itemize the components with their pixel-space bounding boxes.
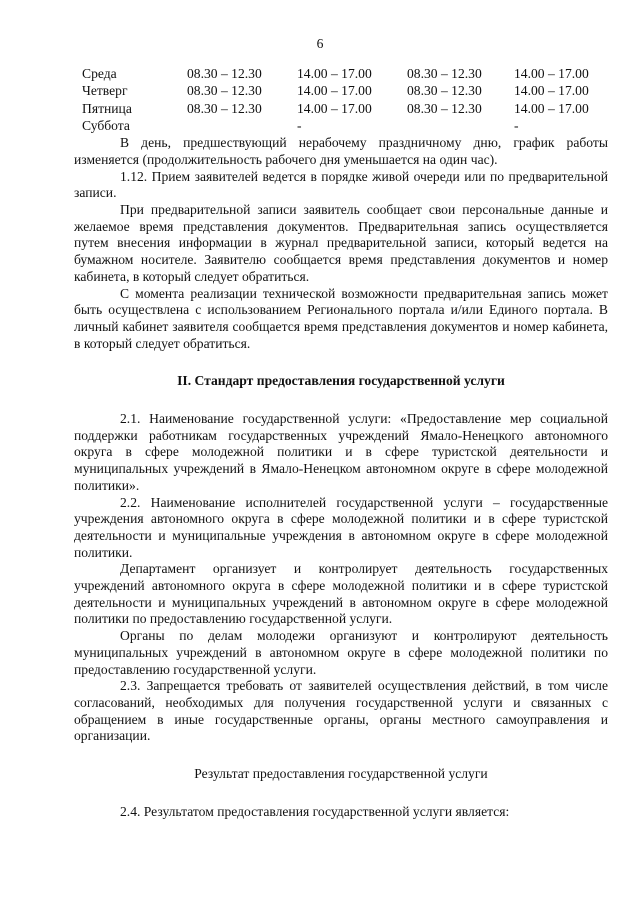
section-title: II. Стандарт предоставления государственной услуги [177, 373, 505, 389]
schedule-day: Среда [82, 66, 117, 81]
paragraph: 2.2. Наименование исполнителей государственной услуги – государственные учреждения автономного округа в сфере молодежной политики и в сфере туристской деятельности и муниципальные учреждения в автономном округе в сфере молодежной политики. [74, 494, 608, 560]
table-row [74, 118, 608, 135]
schedule-time: 14.00 – 17.00 [514, 100, 589, 116]
paragraph: В день, предшествующий нерабочему праздничному дню, график работы изменяется (продолжительность рабочего дня уменьшается на один час). [74, 135, 608, 167]
schedule-time: 08.30 – 12.30 [407, 100, 482, 116]
paragraph: 1.12. Прием заявителей ведется в порядке живой очереди или по предварительной записи. [74, 168, 608, 201]
paragraph: С момента реализации технической возможности предварительная запись может быть осуществлена с использованием Регионального портала и/или Единого портала. В личный кабинет заявителя сообщается время представления документов и номер кабинета, в который следует обратиться. [74, 285, 608, 351]
schedule-time [407, 118, 514, 135]
schedule-time: 08.30 – 12.30 [407, 66, 482, 81]
schedule-time: 08.30 – 12.30 [187, 66, 262, 81]
table-row [74, 83, 608, 100]
paragraph: 2.3. Запрещается требовать от заявителей осуществления действий, в том числе согласований, необходимых для получения государственной услуги и связанных с обращением в иные государственные органы, органы местного самоуправления и организации. [74, 678, 608, 744]
table-row [74, 66, 608, 83]
schedule-table [74, 66, 608, 135]
schedule-time: 08.30 – 12.30 [187, 100, 262, 116]
schedule-time: 14.00 – 17.00 [514, 66, 589, 81]
page-number: 6 [316, 36, 324, 51]
schedule-time: - [297, 117, 302, 133]
schedule-day: Четверг [82, 83, 128, 99]
schedule-time: 08.30 – 12.30 [187, 83, 262, 99]
schedule-time [187, 118, 297, 135]
paragraph: Органы по делам молодежи организуют и контролируют деятельность муниципальных учреждений в автономном округе в сфере молодежной политики по предоставлению государственной услуги. [74, 628, 608, 677]
table-row [74, 101, 608, 118]
paragraph: При предварительной записи заявитель сообщает свои персональные данные и желаемое время представления документов. Предварительная запись осуществляется путем внесения информации в журнал предварительной записи, который ведется на бумажном носителе. Заявителю сообщается время представления документов и номер кабинета, в который следует обратиться. [74, 202, 608, 284]
schedule-time: 14.00 – 17.00 [297, 83, 372, 99]
paragraph: Департамент организует и контролирует деятельность государственных учреждений автономного округа в сфере молодежной политики и в сфере туристской деятельности и муниципальных учреждений в автономном округе в сфере молодежной политики по предоставлению государственной услуги. [74, 561, 608, 627]
schedule-time: - [514, 117, 519, 133]
subsection-heading: Результат предоставления государственной услуги [194, 766, 488, 782]
schedule-time: 08.30 – 12.30 [407, 83, 482, 99]
paragraph: 2.4. Результатом предоставления государственной услуги является: [120, 803, 510, 819]
schedule-day: Пятница [82, 100, 132, 116]
paragraph: 2.1. Наименование государственной услуги: «Предоставление мер социальной поддержки работникам государственных учреждений Ямало-Ненецкого автономного округа в сфере молодежной политики и в сфере туристской деятельности и муниципальных учреждений в Ямало-Ненецком автономном округе в сфере молодежной политики». [74, 411, 608, 493]
schedule-time: 14.00 – 17.00 [297, 66, 372, 81]
schedule-time: 14.00 – 17.00 [514, 83, 589, 99]
document-body [74, 66, 608, 821]
schedule-day: Суббота [82, 117, 130, 133]
schedule-time: 14.00 – 17.00 [297, 100, 372, 116]
